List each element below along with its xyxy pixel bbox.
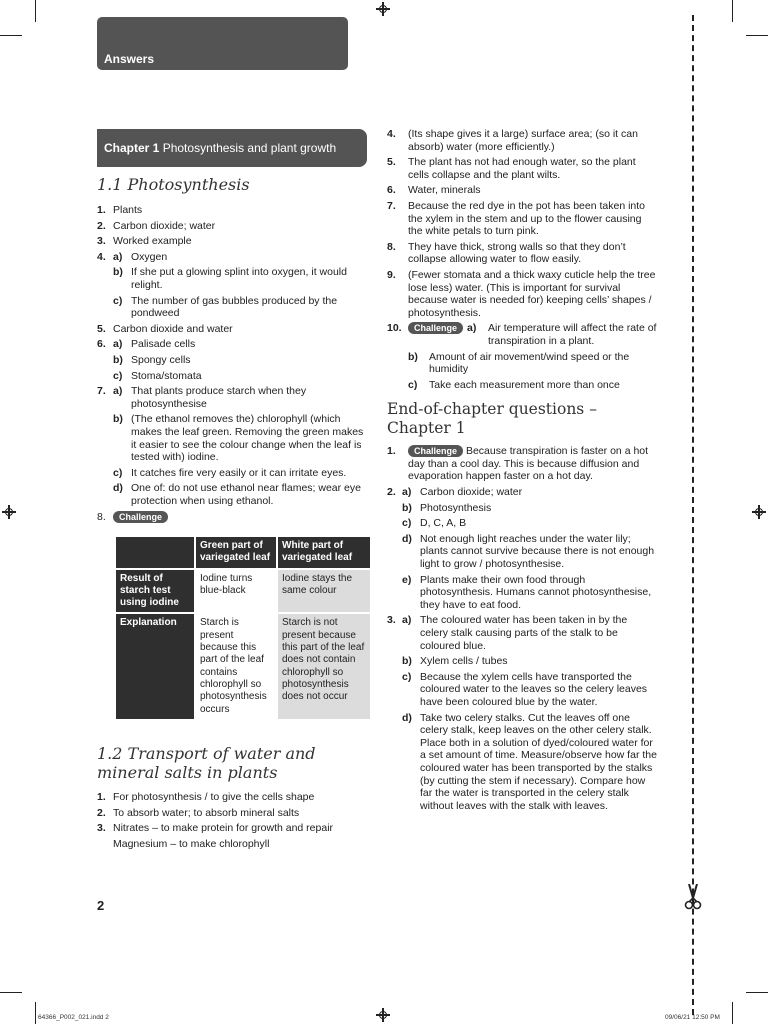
cut-line bbox=[692, 15, 694, 1015]
question-part bbox=[97, 413, 365, 463]
right-column bbox=[387, 128, 657, 815]
part-label: b) bbox=[402, 501, 412, 514]
answers-header bbox=[97, 17, 348, 70]
part-label: a) bbox=[113, 338, 123, 351]
question bbox=[97, 385, 365, 410]
question bbox=[387, 184, 657, 197]
question bbox=[97, 323, 365, 336]
crop-mark bbox=[746, 992, 768, 993]
answer-text: Worked example bbox=[113, 235, 192, 248]
answer-text: (The ethanol removes the) chlorophyll (which makes the leaf green. Removing the green makes it easier to see the colour change when the leaf is tested with) iodine. bbox=[131, 413, 364, 464]
part-label: a) bbox=[402, 486, 412, 499]
question bbox=[97, 251, 365, 264]
question-number: 3. bbox=[387, 614, 396, 627]
table-cell: Iodine turns blue-black bbox=[200, 572, 253, 596]
answer-text: Spongy cells bbox=[131, 353, 191, 366]
question bbox=[387, 269, 657, 319]
registration-mark-icon bbox=[2, 505, 16, 519]
scissors-icon bbox=[683, 884, 703, 912]
answer-text: (Fewer stomata and a thick waxy cuticle help the tree lose less) water. (This is important for survival because water is needed for) keeping cells’ shapes / photosynthesis. bbox=[408, 268, 656, 319]
registration-mark-icon bbox=[376, 1008, 390, 1022]
challenge-badge: Challenge bbox=[408, 445, 463, 457]
challenge-badge: Challenge bbox=[408, 322, 463, 334]
answer-text: Water, minerals bbox=[408, 184, 481, 197]
answer-text: Air temperature will affect the rate of transpiration in a plant. bbox=[488, 322, 657, 347]
answer-text: The plant has not had enough water, so the plant cells collapse and the plant wilts. bbox=[408, 156, 636, 181]
section-title: End-of-chapter questions – Chapter 1 bbox=[387, 400, 597, 438]
question bbox=[387, 614, 657, 652]
part-label: c) bbox=[402, 517, 412, 530]
question-part bbox=[97, 370, 365, 383]
crop-mark bbox=[35, 1002, 36, 1024]
table-corner bbox=[116, 537, 194, 568]
section-title: 1.1 Photosynthesis bbox=[97, 175, 250, 194]
question-part bbox=[97, 482, 365, 507]
table-header: White part of variegated leaf bbox=[278, 537, 370, 568]
answer-text: Nitrates – to make protein for growth and repair bbox=[113, 822, 334, 835]
answer-text: (Its shape gives it a large) surface area; (so it can absorb) water (more efficiently.) bbox=[408, 128, 638, 153]
question-number: 5. bbox=[387, 156, 396, 169]
question bbox=[387, 128, 657, 153]
answer-text: The coloured water has been taken in by the celery stalk causing parts of the stalk to be coloured blue. bbox=[420, 614, 628, 652]
page-number: 2 bbox=[97, 898, 105, 913]
answer-text: Oxygen bbox=[131, 250, 168, 263]
answers-label: Answers bbox=[104, 52, 155, 67]
question-part bbox=[387, 671, 657, 709]
question bbox=[387, 322, 657, 347]
footer-date: 09/06/21 12:50 PM bbox=[665, 1014, 720, 1021]
part-label: c) bbox=[113, 466, 123, 479]
answer-text: To absorb water; to absorb mineral salts bbox=[113, 806, 300, 819]
question bbox=[387, 486, 657, 499]
question-number: 3. bbox=[97, 822, 106, 835]
part-label: e) bbox=[402, 573, 412, 586]
part-label: a) bbox=[113, 250, 123, 263]
answer-text: Because the red dye in the pot has been taken into the xylem in the stem and up to the flower causing the white petals to turn pink. bbox=[408, 199, 646, 238]
answer-text: One of: do not use ethanol near flames; wear eye protection when using ethanol. bbox=[131, 482, 361, 507]
question-number: 10. bbox=[387, 322, 402, 335]
answer-text: Take two celery stalks. Cut the leaves off one celery stalk, keep leaves on the other celery stalk. Place both in a solution of dyed/coloured water for a set amount of time. Measure/observe how far the coloured water has been transported by the stalks (by cutting the stem if necessary). Compare how far the water is transported in the celery stalk without leaves with the stalk with leaves. bbox=[420, 711, 657, 812]
question-part bbox=[387, 517, 657, 530]
row-header: Result of starch test using iodine bbox=[116, 570, 194, 613]
question bbox=[97, 822, 365, 850]
question-number: 2. bbox=[97, 806, 106, 819]
question bbox=[387, 156, 657, 181]
crop-mark bbox=[732, 0, 733, 22]
table-cell: Iodine stays the same colour bbox=[278, 570, 370, 613]
question-part bbox=[97, 295, 365, 320]
section-title: 1.2 Transport of water and mineral salts in plants bbox=[97, 744, 316, 782]
crop-mark bbox=[35, 0, 36, 22]
answer-text: If she put a glowing splint into oxygen, it would relight. bbox=[131, 266, 347, 291]
part-label: a) bbox=[467, 322, 477, 335]
question-part bbox=[387, 574, 657, 612]
crop-mark bbox=[0, 35, 22, 36]
answer-text: It catches fire very easily or it can irritate eyes. bbox=[131, 466, 347, 479]
answer-text: D, C, A, B bbox=[420, 517, 467, 530]
answer-text: Carbon dioxide and water bbox=[113, 322, 233, 335]
part-label: c) bbox=[113, 369, 123, 382]
question-number: 7. bbox=[97, 385, 106, 398]
section-1-2 bbox=[97, 744, 365, 853]
part-label: b) bbox=[113, 413, 123, 426]
answer-text: Because the xylem cells have transported the coloured water to the leaves so the celery leaves have been coloured blue by the water. bbox=[420, 670, 648, 708]
table-cell: Starch is present because this part of the leaf contains chlorophyll so photosynthesis occurs bbox=[200, 617, 267, 715]
part-label: d) bbox=[402, 532, 412, 545]
question bbox=[97, 511, 365, 524]
question bbox=[97, 807, 365, 820]
question-part bbox=[387, 655, 657, 668]
row-header: Explanation bbox=[116, 614, 194, 718]
crop-mark bbox=[0, 992, 22, 993]
question-number: 9. bbox=[387, 268, 396, 281]
answer-text: Plants make their own food through photosynthesis. Humans cannot photosynthesise, they have to eat food. bbox=[420, 573, 652, 611]
answer-text: Carbon dioxide; water bbox=[420, 486, 523, 499]
footer-file: 64366_P002_021.indd 2 bbox=[38, 1014, 109, 1021]
question-number: 2. bbox=[97, 219, 106, 232]
question-number: 2. bbox=[387, 486, 396, 499]
answer-text: Photosynthesis bbox=[420, 501, 492, 514]
question-part bbox=[387, 533, 657, 571]
question bbox=[97, 220, 365, 233]
question-number: 1. bbox=[387, 445, 396, 458]
answer-text: Magnesium – to make chlorophyll bbox=[113, 837, 270, 850]
part-label: b) bbox=[408, 350, 418, 363]
question-part bbox=[387, 351, 657, 376]
chapter-banner bbox=[97, 129, 367, 167]
answer-text: Carbon dioxide; water bbox=[113, 219, 216, 232]
answer-text: For photosynthesis / to give the cells shape bbox=[113, 791, 315, 803]
part-label: d) bbox=[402, 711, 412, 724]
question bbox=[387, 241, 657, 266]
part-label: b) bbox=[113, 353, 123, 366]
question-part bbox=[387, 379, 657, 392]
question-part bbox=[97, 467, 365, 480]
question bbox=[387, 445, 657, 483]
question-number: 1. bbox=[97, 204, 106, 216]
question bbox=[97, 204, 365, 217]
question-number: 1. bbox=[97, 791, 106, 803]
challenge-badge: Challenge bbox=[113, 511, 168, 523]
part-label: c) bbox=[402, 670, 412, 683]
answer-text: The number of gas bubbles produced by the pondweed bbox=[131, 294, 338, 320]
answer-text: They have thick, strong walls so that they don’t collapse allowing water to flow easily. bbox=[408, 240, 626, 266]
question-number: 5. bbox=[97, 322, 106, 335]
question-part bbox=[97, 354, 365, 367]
left-column bbox=[97, 175, 365, 527]
question bbox=[97, 791, 365, 804]
question-number: 4. bbox=[387, 128, 396, 140]
part-label: b) bbox=[113, 266, 123, 279]
part-label: c) bbox=[408, 378, 418, 391]
results-table bbox=[114, 535, 372, 721]
question-number: 8. bbox=[97, 511, 106, 524]
answer-text: Plants bbox=[113, 204, 143, 216]
question bbox=[387, 200, 657, 238]
question bbox=[97, 338, 365, 351]
answer-text: Because transpiration is faster on a hot day than a cool day. This is because diffusion and evaporation happen faster on a hot day. bbox=[408, 445, 649, 483]
question bbox=[97, 235, 365, 248]
question-number: 6. bbox=[97, 338, 106, 351]
answer-text: Palisade cells bbox=[131, 338, 196, 351]
registration-mark-icon bbox=[376, 2, 390, 16]
crop-mark bbox=[746, 35, 768, 36]
question-part bbox=[387, 502, 657, 515]
answer-text: That plants produce starch when they photosynthesise bbox=[131, 385, 307, 410]
question-part bbox=[97, 266, 365, 291]
part-label: d) bbox=[113, 482, 123, 495]
answer-text: Amount of air movement/wind speed or the humidity bbox=[429, 350, 630, 376]
part-label: a) bbox=[113, 385, 123, 398]
chapter-title: Photosynthesis and plant growth bbox=[162, 141, 337, 155]
answer-text: Stoma/stomata bbox=[131, 369, 202, 382]
question-number: 3. bbox=[97, 235, 106, 248]
part-label: c) bbox=[113, 294, 123, 307]
table-header: Green part of variegated leaf bbox=[196, 537, 276, 568]
chapter-number: Chapter 1 bbox=[104, 141, 160, 155]
question-number: 6. bbox=[387, 184, 396, 197]
question-number: 4. bbox=[97, 250, 106, 263]
part-label: b) bbox=[402, 655, 412, 668]
question-number: 7. bbox=[387, 199, 396, 212]
answer-text: Xylem cells / tubes bbox=[420, 655, 508, 668]
table-cell: Starch is not present because this part of the leaf does not contain chlorophyll so photosynthesis does not occur bbox=[278, 614, 370, 718]
answer-text: Not enough light reaches under the water lily; plants cannot survive because there is not enough light to grow / photosynthesise. bbox=[420, 532, 655, 571]
registration-mark-icon bbox=[752, 505, 766, 519]
question-number: 8. bbox=[387, 240, 396, 253]
crop-mark bbox=[732, 1002, 733, 1024]
answer-text: Take each measurement more than once bbox=[429, 378, 620, 391]
part-label: a) bbox=[402, 614, 412, 627]
question-part bbox=[387, 712, 657, 813]
